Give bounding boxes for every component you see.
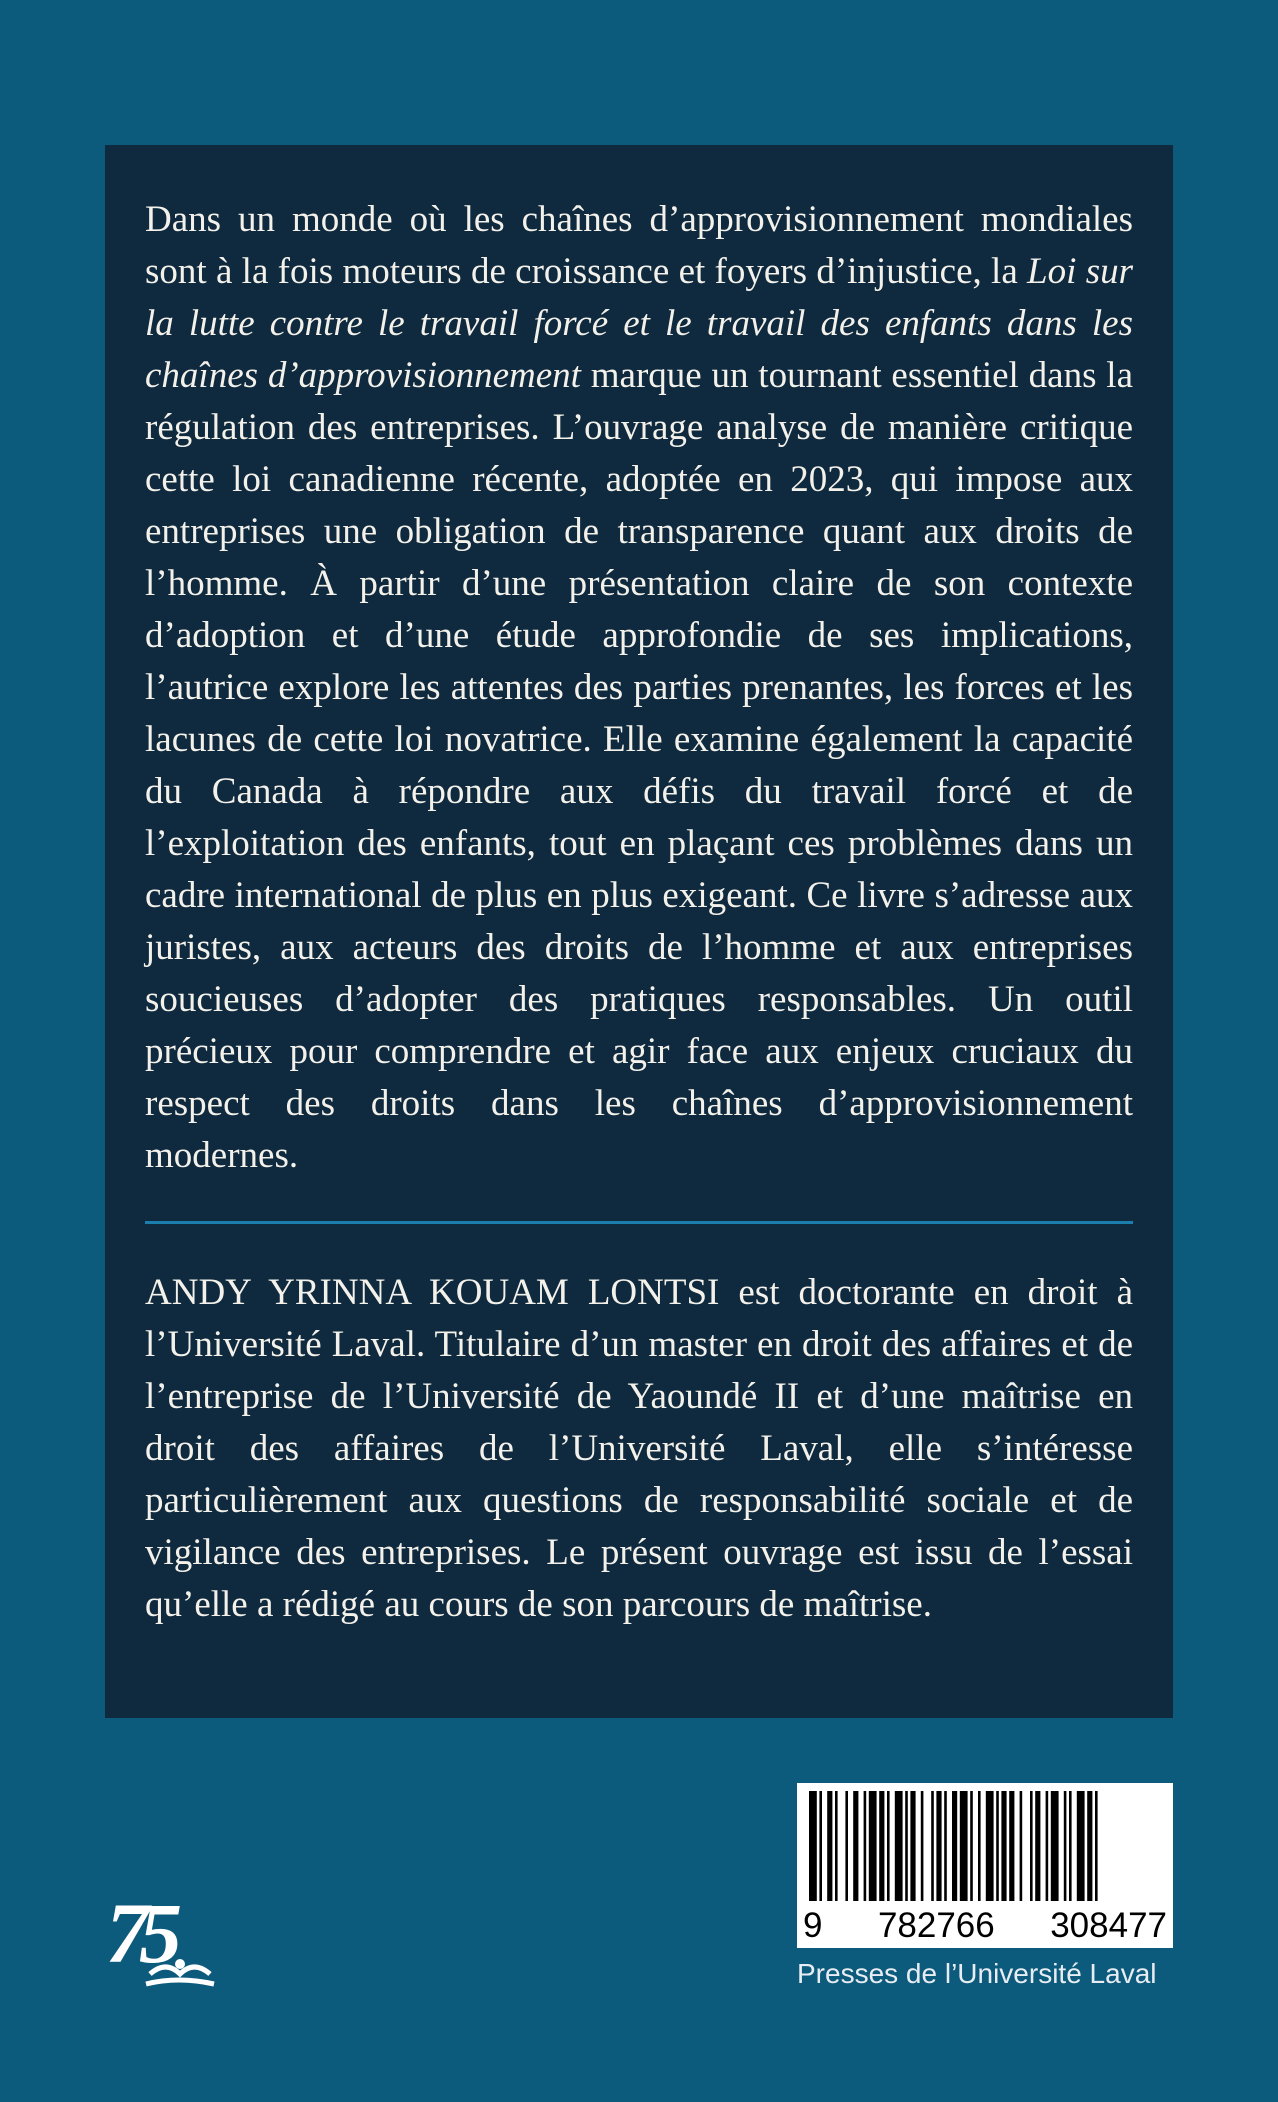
isbn-barcode-icon [797, 1783, 1173, 1948]
barcode-bar [952, 1791, 957, 1901]
barcode-bar [996, 1791, 999, 1901]
barcode-bar [931, 1791, 934, 1901]
description-intro: Dans un monde où les chaînes d’approvisionnement mondiales sont à la fois moteurs de croissance et foyers d’injustice, la [145, 199, 1133, 292]
isbn-prefix-digit: 9 [803, 1906, 823, 1945]
logo-number: 75 [106, 1890, 172, 1981]
barcode-bar [1069, 1791, 1072, 1901]
publisher-name: Presses de l’Université Laval [797, 1958, 1157, 1989]
barcode-bar [827, 1791, 832, 1901]
barcode-bar [879, 1791, 884, 1901]
isbn-right-group: 308477 [1050, 1906, 1167, 1945]
law-title: Loi sur la lutte contre le travail forcé et le travail des enfants dans les chaînes d’approvisionnement [145, 251, 1133, 396]
barcode-bar [1064, 1791, 1067, 1901]
barcode-bar [809, 1791, 817, 1901]
barcode-bar [978, 1791, 981, 1901]
barcode-bar [905, 1791, 908, 1901]
barcode-bar [960, 1791, 968, 1901]
barcode-bar [910, 1791, 915, 1901]
barcode-bar [819, 1791, 822, 1901]
anniversary-75-logo-icon [106, 1890, 228, 1990]
barcode-bar [921, 1791, 924, 1901]
barcode-bar [1046, 1791, 1049, 1901]
back-cover-text-panel [105, 145, 1173, 1718]
barcode-bar [845, 1791, 848, 1901]
isbn-digits [803, 1906, 1167, 1944]
barcode-bar [853, 1791, 858, 1901]
barcode-bar [895, 1791, 903, 1901]
barcode-bar [944, 1791, 947, 1901]
barcode-bar [1077, 1791, 1085, 1901]
barcode-bar [864, 1791, 867, 1901]
barcode-bar [835, 1791, 838, 1901]
barcode-bar [887, 1791, 890, 1901]
barcode-bar [970, 1791, 973, 1901]
description-body: marque un tournant essentiel dans la régulation des entreprises. L’ouvrage analyse de manière critique cette loi canadienne récente, adoptée en 2023, qui impose aux entreprises une obligation de transparence quant aux droits de l’homme. À partir d’une présentation claire de son contexte d’adoption et d’une étude approfondie de ses implications, l’autrice explore les attentes des parties prenantes, les forces et les lacunes de cette loi novatrice. Elle examine également la capacité du Canada à répondre aux défis du travail forcé et de l’exploitation des enfants, tout en plaçant ces problèmes dans un cadre international de plus en plus exigeant. Ce livre s’adresse aux juristes, aux acteurs des droits de l’homme et aux entreprises soucieuses d’adopter des pratiques responsables. Un outil précieux pour comprendre et agir face aux enjeux cruciaux du respect des droits dans les chaînes d’approvisionnement modernes. [145, 355, 1133, 1176]
book-description [145, 194, 1133, 1182]
barcode-bar [1001, 1791, 1006, 1901]
barcode-bar [1009, 1791, 1014, 1901]
barcode-bar [1020, 1791, 1023, 1901]
author-bio: ANDY YRINNA KOUAM LONTSI est doctorante en droit à l’Université Laval. Titulaire d’un master en droit des affaires et de l’entreprise de l’Université de Yaoundé II et d’une maîtrise en droit des affaires de l’Université Laval, elle s’intéresse particulièrement aux questions de responsabilité sociale et de vigilance des entreprises. Le présent ouvrage est issu de l’essai qu’elle a rédigé au cours de son parcours de maîtrise. [145, 1272, 1133, 1625]
barcode-bar [869, 1791, 877, 1901]
isbn-left-group: 782766 [877, 1906, 995, 1945]
barcode-bar [1087, 1791, 1092, 1901]
barcode-bar [1095, 1791, 1098, 1901]
barcode-bar [986, 1791, 994, 1901]
barcode-bar [936, 1791, 941, 1901]
barcode-bar [1051, 1791, 1059, 1901]
barcode-bar [1035, 1791, 1040, 1901]
section-divider [145, 1221, 1133, 1224]
barcode-bar [1030, 1791, 1033, 1901]
